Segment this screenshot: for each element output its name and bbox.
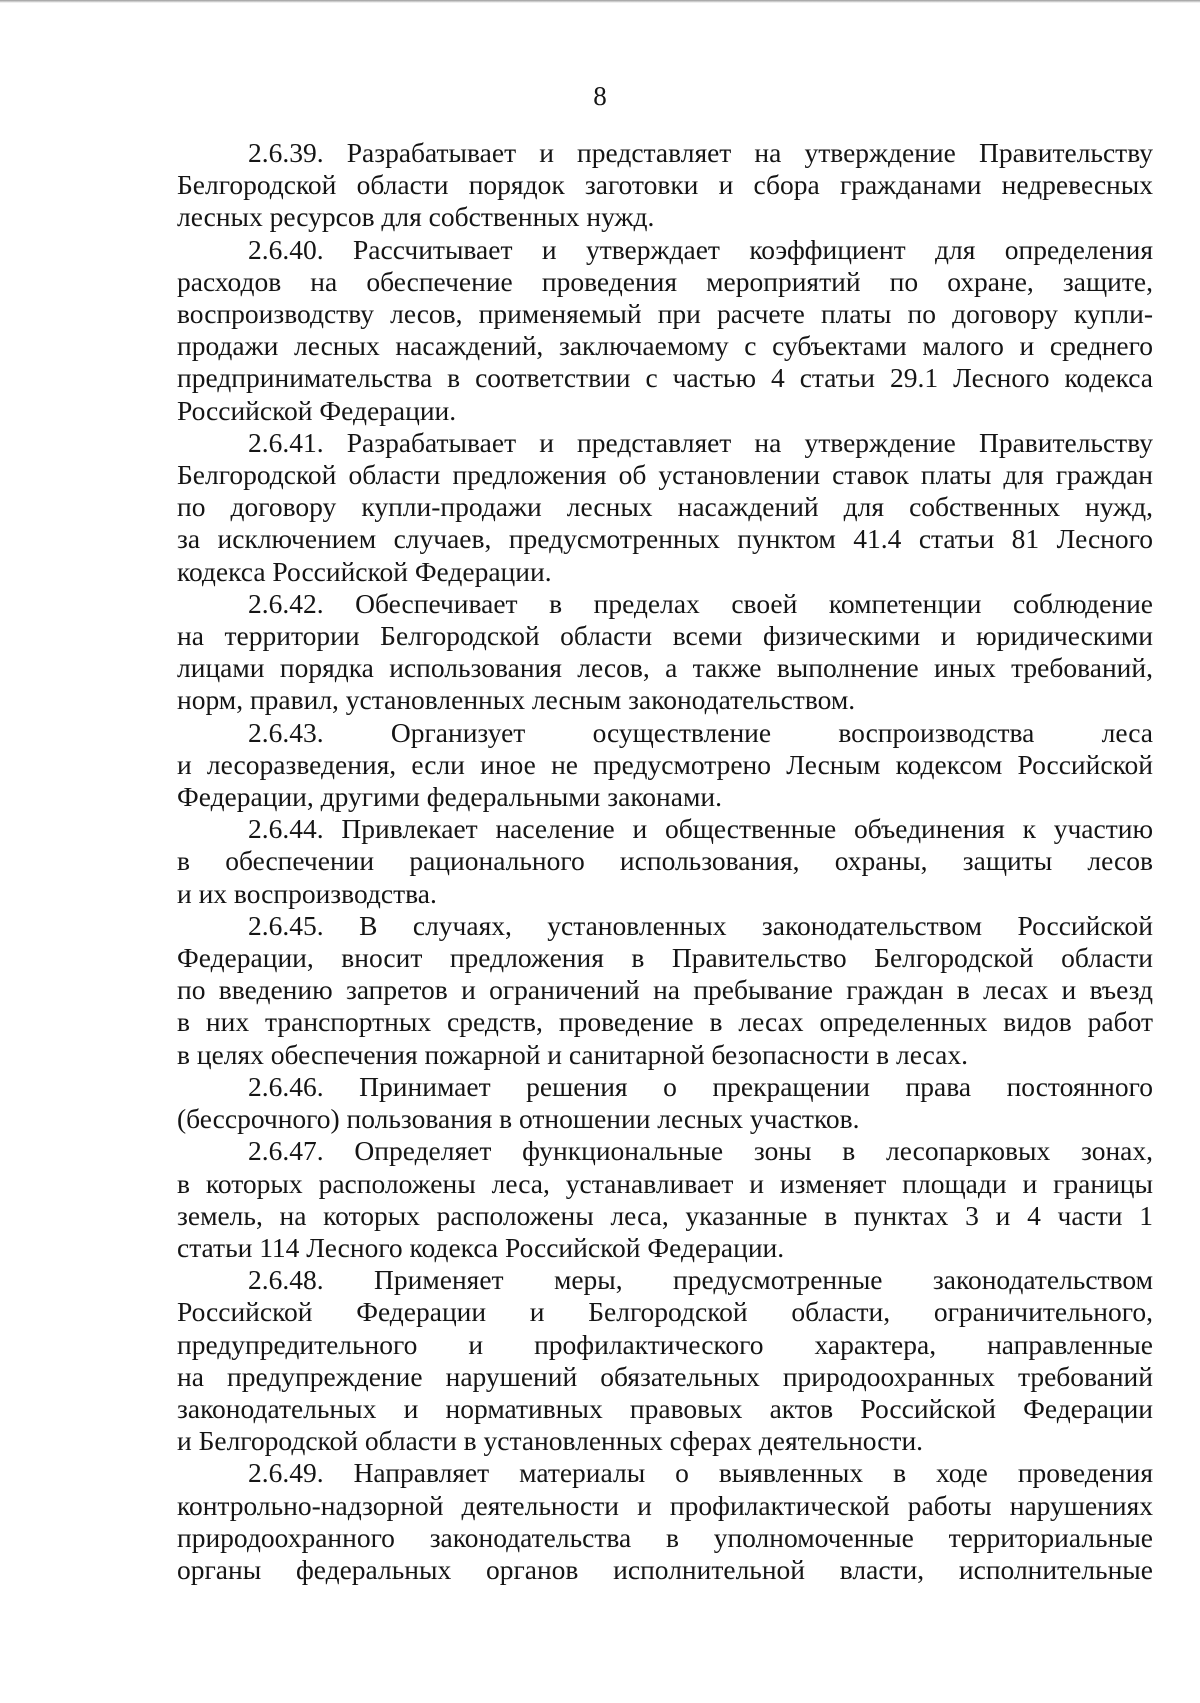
text-line: 2.6.45. В случаях, установленных законодательством Российской bbox=[248, 909, 1153, 941]
text-line: 2.6.48. Применяет меры, предусмотренные законодательством bbox=[248, 1264, 1153, 1296]
paragraph-2-6-45 bbox=[177, 910, 1153, 1071]
text-line: и их воспроизводства. bbox=[177, 877, 437, 909]
paragraph-2-6-48 bbox=[177, 1264, 1153, 1457]
text-line: на территории Белгородской области всеми физическими и юридическими bbox=[177, 620, 1153, 652]
text-line: в них транспортных средств, проведение в лесах определенных видов работ bbox=[177, 1006, 1153, 1038]
text-line: органы федеральных органов исполнительной власти, исполнительные bbox=[177, 1553, 1153, 1585]
text-line: 2.6.47. Определяет функциональные зоны в лесопарковых зонах, bbox=[248, 1135, 1153, 1167]
text-line: предупредительного и профилактического характера, направленные bbox=[177, 1328, 1153, 1360]
paragraph-2-6-42 bbox=[177, 588, 1153, 717]
document-body bbox=[177, 137, 1153, 1586]
page-number: 8 bbox=[593, 81, 607, 111]
text-line: в которых расположены леса, устанавливает и изменяет площади и границы bbox=[177, 1167, 1153, 1199]
text-line: законодательных и нормативных правовых актов Российской Федерации bbox=[177, 1392, 1153, 1424]
text-line: 2.6.40. Рассчитывает и утверждает коэффициент для определения bbox=[248, 233, 1153, 265]
text-line: за исключением случаев, предусмотренных пунктом 41.4 статьи 81 Лесного bbox=[177, 523, 1153, 555]
text-line: (бессрочного) пользования в отношении лесных участков. bbox=[177, 1103, 860, 1135]
text-line: 2.6.49. Направляет материалы о выявленных в ходе проведения bbox=[248, 1457, 1153, 1489]
text-line: и лесоразведения, если иное не предусмотрено Лесным кодексом Российской bbox=[177, 748, 1153, 780]
text-line: продажи лесных насаждений, заключаемому с субъектами малого и среднего bbox=[177, 330, 1153, 362]
text-line: в целях обеспечения пожарной и санитарной безопасности в лесах. bbox=[177, 1038, 968, 1070]
text-line: 2.6.42. Обеспечивает в пределах своей компетенции соблюдение bbox=[248, 587, 1153, 619]
text-line: в обеспечении рационального использования, охраны, защиты лесов bbox=[177, 845, 1153, 877]
paragraph-2-6-47 bbox=[177, 1135, 1153, 1264]
text-line: Российской Федерации. bbox=[177, 394, 457, 426]
text-line: земель, на которых расположены леса, указанные в пунктах 3 и 4 части 1 bbox=[177, 1199, 1153, 1231]
text-line: Федерации, другими федеральными законами. bbox=[177, 781, 722, 813]
text-line: и Белгородской области в установленных сферах деятельности. bbox=[177, 1425, 924, 1457]
text-line: на предупреждение нарушений обязательных природоохранных требований bbox=[177, 1360, 1153, 1392]
paragraph-2-6-40 bbox=[177, 234, 1153, 427]
paragraph-2-6-41 bbox=[177, 427, 1153, 588]
text-line: 2.6.44. Привлекает население и общественные объединения к участию bbox=[248, 813, 1153, 845]
text-line: Белгородской области порядок заготовки и сбора гражданами недревесных bbox=[177, 169, 1153, 201]
paragraph-2-6-39 bbox=[177, 137, 1153, 234]
text-line: воспроизводству лесов, применяемый при расчете платы по договору купли- bbox=[177, 298, 1153, 330]
text-line: контрольно-надзорной деятельности и профилактической работы нарушениях bbox=[177, 1489, 1153, 1521]
text-line: лесных ресурсов для собственных нужд. bbox=[177, 201, 655, 233]
scan-edge bbox=[0, 0, 1200, 3]
text-line: Российской Федерации и Белгородской области, ограничительного, bbox=[177, 1296, 1153, 1328]
text-line: предпринимательства в соответствии с частью 4 статьи 29.1 Лесного кодекса bbox=[177, 362, 1153, 394]
paragraph-2-6-49 bbox=[177, 1457, 1153, 1586]
paragraph-2-6-44 bbox=[177, 813, 1153, 910]
paragraph-2-6-43 bbox=[177, 717, 1153, 814]
text-line: 2.6.46. Принимает решения о прекращении права постоянного bbox=[248, 1070, 1153, 1102]
text-line: статьи 114 Лесного кодекса Российской Федерации. bbox=[177, 1231, 785, 1263]
text-line: кодекса Российской Федерации. bbox=[177, 555, 552, 587]
text-line: расходов на обеспечение проведения мероприятий по охране, защите, bbox=[177, 265, 1153, 297]
text-line: Федерации, вносит предложения в Правительство Белгородской области bbox=[177, 942, 1153, 974]
text-line: Белгородской области предложения об установлении ставок платы для граждан bbox=[177, 459, 1153, 491]
text-line: по договору купли-продажи лесных насаждений для собственных нужд, bbox=[177, 491, 1153, 523]
text-line: 2.6.39. Разрабатывает и представляет на утверждение Правительству bbox=[248, 137, 1153, 168]
text-line: 2.6.43. Организует осуществление воспроизводства леса bbox=[248, 716, 1153, 748]
text-line: 2.6.41. Разрабатывает и представляет на утверждение Правительству bbox=[248, 426, 1153, 458]
text-line: природоохранного законодательства в уполномоченные территориальные bbox=[177, 1521, 1153, 1553]
paragraph-2-6-46 bbox=[177, 1071, 1153, 1135]
text-line: норм, правил, установленных лесным законодательством. bbox=[177, 684, 856, 716]
text-line: лицами порядка использования лесов, а также выполнение иных требований, bbox=[177, 652, 1153, 684]
text-line: по введению запретов и ограничений на пребывание граждан в лесах и въезд bbox=[177, 974, 1153, 1006]
